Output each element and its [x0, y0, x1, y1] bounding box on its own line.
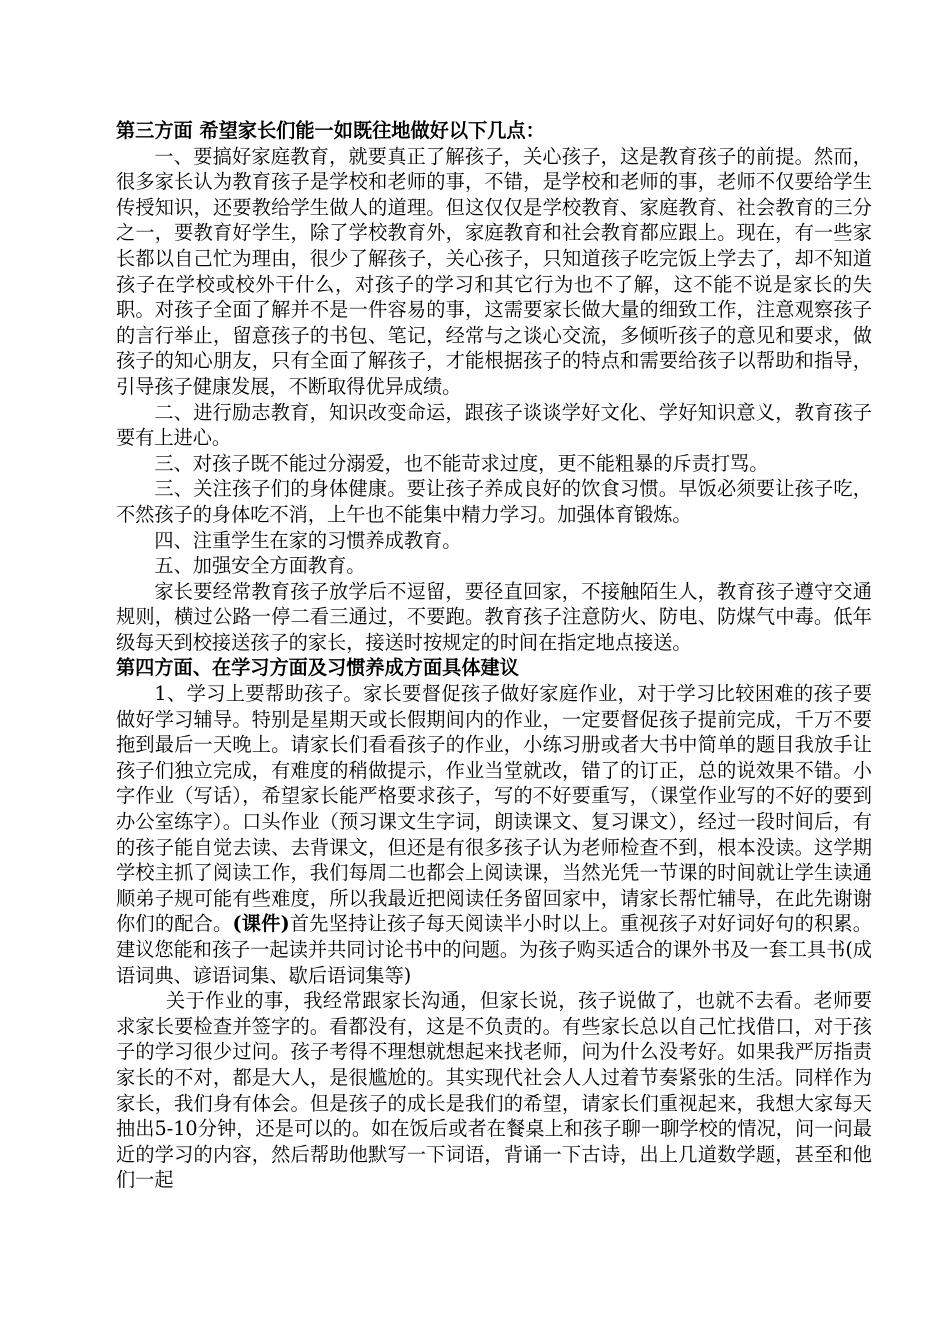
section3-paragraph-7: 家长要经常教育孩子放学后不逗留，要径直回家，不接触陌生人，教育孩子遵守交通规则，横过公路一停二看三通过，不要跑。教育孩子注意防火、防电、防煤气中毒。低年级每天到校接送孩子的家长，接送时按规定的时间在指定地点接送。 [116, 579, 872, 654]
section4-paragraph-2: 关于作业的事，我经常跟家长沟通，但家长说，孩子说做了，也就不去看。老师要求家长要检查并签字的。看都没有，这是不负责的。有些家长总以自己忙找借口，对于孩子的学习很少过问。孩子考得不理想就想起来找老师，问为什么没考好。如果我严厉指责家长的不对，都是大人，是很尴尬的。其实现代社会人人过着节奏紧张的生活。同样作为家长，我们身有体会。但是孩子的成长是我们的希望，请家长们重视起来，我想大家每天抽出5-10分钟，还是可以的。如在饭后或者在餐桌上和孩子聊一聊学校的情况，问一问最近的学习的内容，然后帮助他默写一下词语，背诵一下古诗，出上几道数学题，甚至和他们一起 [116, 989, 872, 1192]
document-page [116, 118, 872, 1193]
section3-paragraph-6: 五、加强安全方面教育。 [154, 554, 366, 578]
section3-paragraph-4: 三、关注孩子们的身体健康。要让孩子养成良好的饮食习惯。早饭必须要让孩子吃，不然孩子的身体吃不消，上午也不能集中精力学习。加强体育锻炼。 [116, 477, 872, 526]
section4-paragraph-1-part-b: 首先坚持让孩子每天阅读半小时以上。重视孩子对好词好句的积累。建议您能和孩子一起读并共同讨论书中的问题。为孩子购买适合的课外书及一套工具书(成语词典、谚语词集、歇后语词集等) [116, 912, 872, 987]
section4-paragraph-1 [116, 681, 872, 988]
section3-paragraph-1: 一、要搞好家庭教育，就要真正了解孩子，关心孩子，这是教育孩子的前提。然而，很多家长认为教育孩子是学校和老师的事，不错，是学校和老师的事，老师不仅要给学生传授知识，还要教给学生做人的道理。但这仅仅是学校教育、家庭教育、社会教育的三分之一，要教育好学生，除了学校教育外，家庭教育和社会教育都应跟上。现在，有一些家长都以自己忙为理由，很少了解孩子，关心孩子，只知道孩子吃完饭上学去了，却不知道孩子在学校或校外干什么，对孩子的学习和其它行为也不了解，这不能不说是家长的失职。对孩子全面了解并不是一件容易的事，这需要家长做大量的细致工作，注意观察孩子的言行举止，留意孩子的书包、笔记，经常与之谈心交流，多倾听孩子的意见和要求，做孩子的知心朋友，只有全面了解孩子，才能根据孩子的特点和需要给孩子以帮助和指导，引导孩子健康发展，不断取得优异成绩。 [116, 144, 872, 398]
section4-title: 第四方面、在学习方面及习惯养成方面具体建议 [116, 656, 519, 680]
courseware-label: (课件) [232, 912, 290, 936]
section3-paragraph-5: 四、注重学生在家的习惯养成教育。 [154, 528, 462, 552]
section3-paragraph-2: 二、进行励志教育，知识改变命运，跟孩子谈谈学好文化、学好知识意义，教育孩子要有上进心。 [116, 400, 872, 450]
section4-paragraph-1-part-a: 1、学习上要帮助孩子。家长要督促孩子做好家庭作业，对于学习比较困难的孩子要做好学习辅导。特别是星期天或长假期间内的作业，一定要督促孩子提前完成，千万不要拖到最后一天晚上。请家长们看看孩子的作业，小练习册或者大书中简单的题目我放手让孩子们独立完成，有难度的稍做提示，作业当堂就改，错了的订正，总的说效果不错。小字作业（写话），希望家长能严格要求孩子，写的不好要重写，（课堂作业写的不好的要到办公室练字）。口头作业（预习课文生字词，朗读课文、复习课文），经过一段时间后，有的孩子能自觉去读、去背课文，但还是有很多孩子认为老师检查不到，根本没读。这学期学校主抓了阅读工作，我们每周二也都会上阅读课，当然光凭一节课的时间就让学生读通顺弟子规可能有些难度，所以我最近把阅读任务留回家中，请家长帮忙辅导，在此先谢谢你们的配合。 [116, 682, 872, 936]
section3-title: 第三方面 希望家长们能一如既往地做好以下几点： [116, 119, 545, 142]
section3-paragraph-3: 三、对孩子既不能过分溺爱，也不能苛求过度，更不能粗暴的斥责打骂。 [154, 451, 769, 475]
